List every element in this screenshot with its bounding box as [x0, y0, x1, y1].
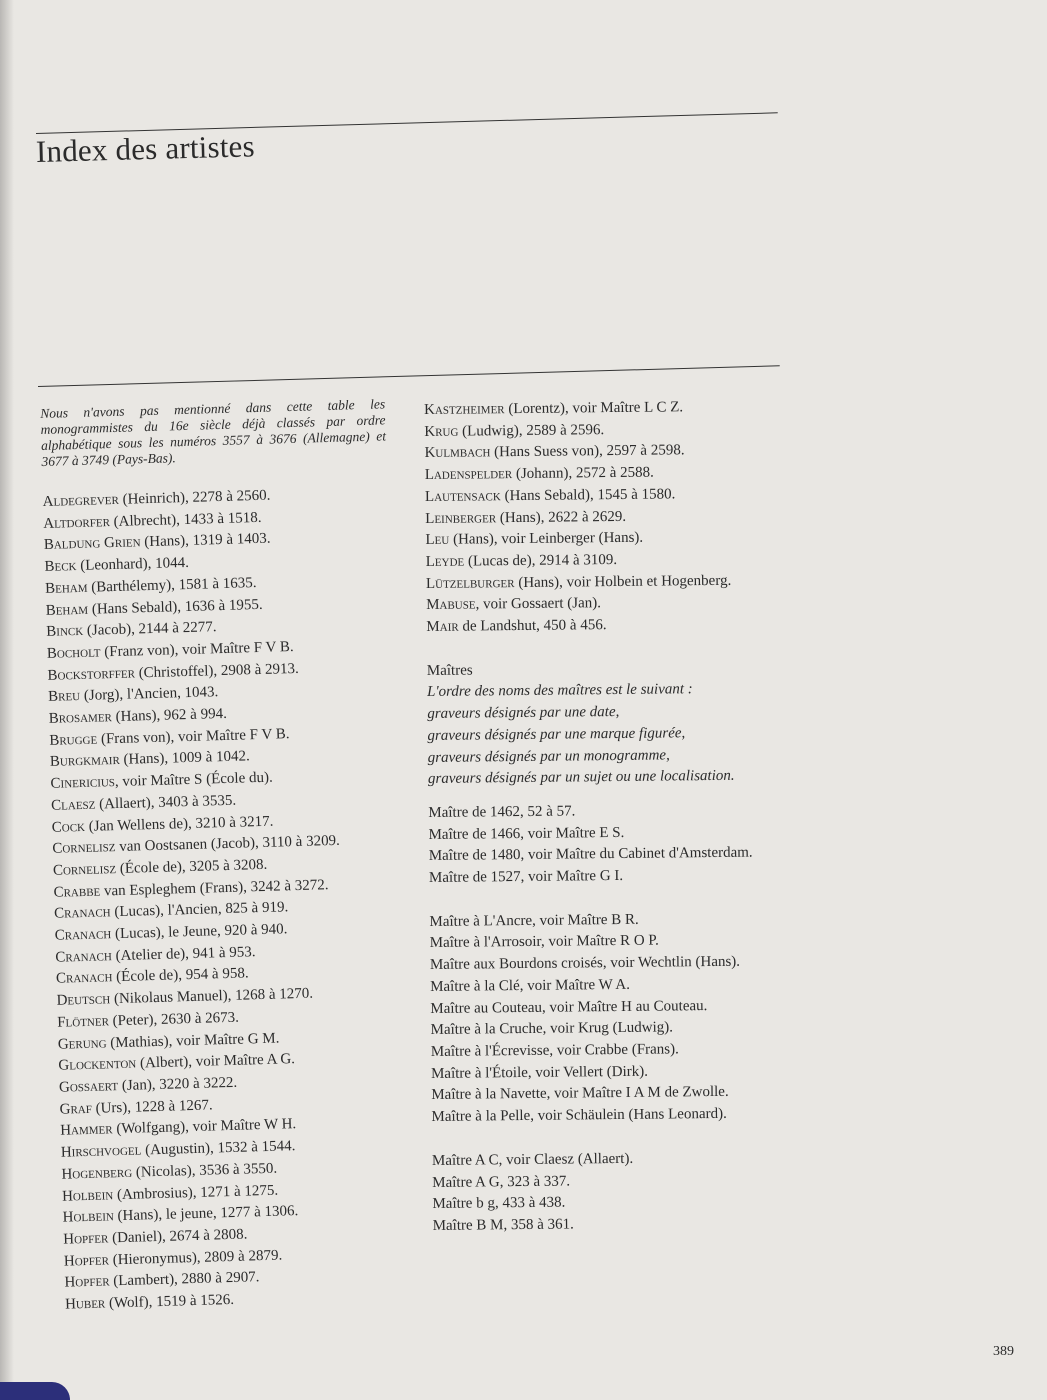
artist-name: Breu — [47, 688, 81, 706]
maitre-entry: Maître à l'Étoile, voir Vellert (Dirk). — [430, 1063, 649, 1082]
maitre-entry: Maître aux Bourdons croisés, voir Wechtlin (Hans). — [429, 953, 741, 974]
entry-details: (Barthélemy), 1581 à 1635. — [87, 574, 257, 596]
entry-details: (Christoffel), 2908 à 2913. — [134, 660, 299, 682]
cover-corner — [0, 1382, 70, 1400]
maitre-entry: Maître à la Pelle, voir Schäulein (Hans Leonard). — [431, 1105, 727, 1126]
artist-name: Cranach — [55, 969, 113, 988]
artist-name: Bockstorffer — [47, 665, 136, 684]
entry-details: (Lucas de), 2914 à 3109. — [464, 551, 618, 570]
entry-details: van Oostsanen (Jacob), 3110 à 3209. — [115, 833, 341, 856]
maitre-entry: Maître A G, 323 à 337. — [432, 1173, 571, 1191]
artist-name: Glockenton — [58, 1055, 137, 1075]
artist-name: Lautensack — [424, 488, 501, 505]
entry-details: (Lucas), le Jeune, 920 à 940. — [111, 921, 288, 943]
entry-details: (Ludwig), 2589 à 2596. — [458, 421, 605, 440]
book-spine-shadow — [0, 0, 14, 1400]
artist-name: Ladenspelder — [424, 466, 513, 484]
entry-details: (Lambert), 2880 à 2907. — [109, 1269, 260, 1290]
order-line: graveurs désignés par une marque figurée, — [427, 725, 686, 744]
maitres-order-note — [427, 679, 796, 791]
maitre-entry: Maître à la Clé, voir Maître W A. — [430, 976, 631, 995]
entry-details: (Augustin), 1532 à 1544. — [141, 1138, 296, 1159]
entry-details: , voir Maître S (École du). — [114, 769, 273, 791]
artist-name: Cranach — [54, 926, 112, 944]
order-line: L'ordre des noms des maîtres est le suivant : — [426, 681, 693, 701]
artist-name: Deutsch — [56, 991, 111, 1009]
entry-details: (Wolf), 1519 à 1526. — [105, 1291, 235, 1312]
left-column — [40, 396, 410, 1316]
maitres-monogrammes-list — [432, 1147, 801, 1238]
maitres-marques-list — [429, 908, 799, 1129]
entry-details: (Peter), 2630 à 2673. — [108, 1009, 240, 1030]
entry-details: (Lorentz), voir Maître L C Z. — [504, 399, 684, 418]
entry-details: (Atelier de), 941 à 953. — [111, 943, 256, 964]
entry-details: (Allaert), 3403 à 3535. — [95, 792, 237, 813]
maitre-entry: Maître de 1480, voir Maître du Cabinet d'Amsterdam. — [428, 844, 753, 865]
entry-details: (Hans Suess von), 2597 à 2598. — [490, 442, 685, 461]
entry-details: (Hans), le jeune, 1277 à 1306. — [113, 1203, 299, 1225]
artist-name: Cranach — [55, 947, 113, 966]
artist-name: Hopfer — [64, 1273, 110, 1291]
entry-details: (Hieronymus), 2809 à 2879. — [108, 1247, 283, 1269]
page-number: 389 — [993, 1344, 1014, 1359]
entry-details: (Albert), voir Maître A G. — [136, 1051, 296, 1072]
maitre-entry: Maître b g, 433 à 438. — [432, 1194, 566, 1213]
artist-name: Cock — [51, 818, 86, 836]
artist-name: Holbein — [61, 1186, 114, 1205]
artist-name: Hopfer — [63, 1230, 109, 1248]
right-column — [424, 396, 801, 1237]
entry-details: (Jan), 3220 à 3222. — [117, 1074, 238, 1095]
entry-details: , voir Gossaert (Jan). — [475, 595, 602, 613]
entry-details: (Daniel), 2674 à 2808. — [108, 1226, 248, 1247]
artist-name: Hopfer — [63, 1252, 110, 1270]
artist-name: Bocholt — [46, 644, 101, 662]
entry-details: (Ambrosius), 1271 à 1275. — [113, 1182, 279, 1203]
entry-details: (Wolfgang), voir Maître W H. — [112, 1116, 297, 1138]
maitre-entry: Maître de 1527, voir Maître G I. — [428, 868, 624, 887]
maitres-dates-list — [428, 799, 797, 890]
artist-name: Leu — [425, 531, 450, 549]
maitre-entry: Maître B M, 358 à 361. — [432, 1216, 574, 1234]
maitre-entry: Maître A C, voir Claesz (Allaert). — [431, 1150, 634, 1169]
maitre-entry: Maître au Couteau, voir Maître H au Couteau. — [430, 997, 708, 1017]
order-line: graveurs désignés par un sujet ou une localisation. — [427, 768, 735, 788]
intro-note: Nous n'avons pas mentionné dans cette table les monogrammistes du 16e siècle déjà classés par ordre alphabétique sous les numéros 3557 à 3676 (Allemagne) et 3677 à 3749 (Pays-Bas). — [40, 396, 387, 469]
artist-name: Cinericius — [50, 774, 116, 792]
artist-name: Hogenberg — [61, 1164, 133, 1183]
entry-details: (Hans), 2622 à 2629. — [496, 508, 627, 526]
maitre-entry: Maître à l'Arrosoir, voir Maître R O P. — [429, 933, 659, 952]
artist-list-left — [42, 482, 410, 1316]
artist-name: Brosamer — [48, 709, 113, 727]
maitre-entry: Maître à la Cruche, voir Krug (Ludwig). — [430, 1019, 674, 1039]
artist-name: Huber — [64, 1295, 106, 1313]
artist-name: Beck — [44, 558, 77, 576]
artist-name: Burgkmair — [49, 752, 121, 771]
artist-name: Crabbe — [53, 883, 101, 901]
entry-details: van Espleghem (Frans), 3242 à 3272. — [100, 876, 329, 900]
maitre-entry: Maître à la Navette, voir Maître I A M de Zwolle. — [431, 1084, 729, 1104]
artist-name: Beham — [44, 579, 88, 597]
artist-name: Graf — [59, 1100, 93, 1118]
entry-details: (Nicolas), 3536 à 3550. — [131, 1160, 278, 1181]
artist-name: Mabuse — [426, 596, 476, 614]
artist-name: Leinberger — [425, 509, 497, 527]
artist-name: Mair — [426, 618, 459, 636]
artist-name: Gossaert — [58, 1078, 119, 1096]
entry-details: (École de), 3205 à 3208. — [115, 856, 268, 878]
artist-name: Beham — [45, 601, 89, 619]
artist-name: Gerung — [57, 1034, 107, 1053]
artist-name: Holbein — [62, 1208, 115, 1226]
page-title: Index des artistes — [35, 128, 256, 169]
artist-name: Claesz — [50, 796, 96, 814]
entry-details: (Frans von), voir Maître F V B. — [97, 725, 290, 748]
entry-details: (Jan Wellens de), 3210 à 3217. — [84, 813, 274, 835]
entry-details: (Leonhard), 1044. — [76, 555, 190, 575]
entry-details: (Johann), 2572 à 2588. — [512, 464, 654, 483]
artist-name: Hammer — [60, 1121, 113, 1140]
entry-details: (Albrecht), 1433 à 1518. — [109, 509, 262, 530]
artist-name: Cranach — [53, 904, 111, 923]
entry-details: de Landshut, 450 à 456. — [458, 617, 607, 635]
entry-details: (Nikolaus Manuel), 1268 à 1270. — [109, 985, 314, 1008]
artist-name: Kastzheimer — [424, 401, 505, 418]
entry-details: (Mathias), voir Maître G M. — [106, 1030, 280, 1051]
artist-name: Aldegrever — [42, 491, 120, 510]
artist-name: Lützelburger — [425, 574, 515, 592]
artist-name: Binck — [46, 623, 84, 641]
entry-details: (École de), 954 à 958. — [112, 965, 249, 986]
artist-name: Hirschvogel — [60, 1142, 142, 1161]
maitres-heading: Maîtres — [426, 662, 473, 679]
artist-name: Baldung Grien — [43, 534, 141, 554]
entry-details: (Hans), voir Holbein et Hogenberg. — [514, 572, 732, 591]
artist-list-right — [424, 396, 794, 639]
maitre-entry: Maître à l'Écrevisse, voir Crabbe (Frans). — [430, 1041, 679, 1060]
entry-details: (Heinrich), 2278 à 2560. — [118, 487, 271, 508]
entry-details: (Hans Sebald), 1636 à 1955. — [87, 596, 263, 618]
entry-details: (Hans), 1319 à 1403. — [140, 531, 271, 551]
entry-details: (Urs), 1228 à 1267. — [91, 1097, 213, 1117]
entry-details: (Jorg), l'Ancien, 1043. — [79, 684, 219, 705]
entry-details: (Hans Sebald), 1545 à 1580. — [500, 486, 676, 505]
artist-name: Leyde — [425, 553, 465, 570]
artist-name: Krug — [424, 423, 459, 440]
maitre-entry: Maître de 1462, 52 à 57. — [428, 803, 576, 821]
maitre-entry: Maître de 1466, voir Maître E S. — [428, 824, 625, 843]
entry-details: (Lucas), l'Ancien, 825 à 919. — [110, 899, 289, 921]
order-line: graveurs désignés par une date, — [427, 704, 620, 723]
artist-name: Cornelisz — [52, 861, 117, 879]
entry-details: (Franz von), voir Maître F V B. — [100, 638, 294, 661]
entry-details: (Hans), voir Leinberger (Hans). — [449, 529, 644, 548]
entry-details: (Jacob), 2144 à 2277. — [82, 619, 217, 640]
entry-details: (Hans), 1009 à 1042. — [119, 748, 250, 769]
artist-name: Kulmbach — [424, 444, 491, 462]
artist-name: Flötner — [57, 1013, 110, 1031]
entry-details: (Hans), 962 à 994. — [111, 705, 228, 726]
maitre-entry: Maître à L'Ancre, voir Maître B R. — [429, 911, 639, 930]
section-rule — [38, 365, 780, 387]
artist-name: Brugge — [49, 731, 98, 749]
artist-name: Altdorfer — [43, 513, 111, 532]
order-line: graveurs désignés par un monogramme, — [427, 746, 670, 766]
artist-name: Cornelisz — [52, 839, 116, 858]
